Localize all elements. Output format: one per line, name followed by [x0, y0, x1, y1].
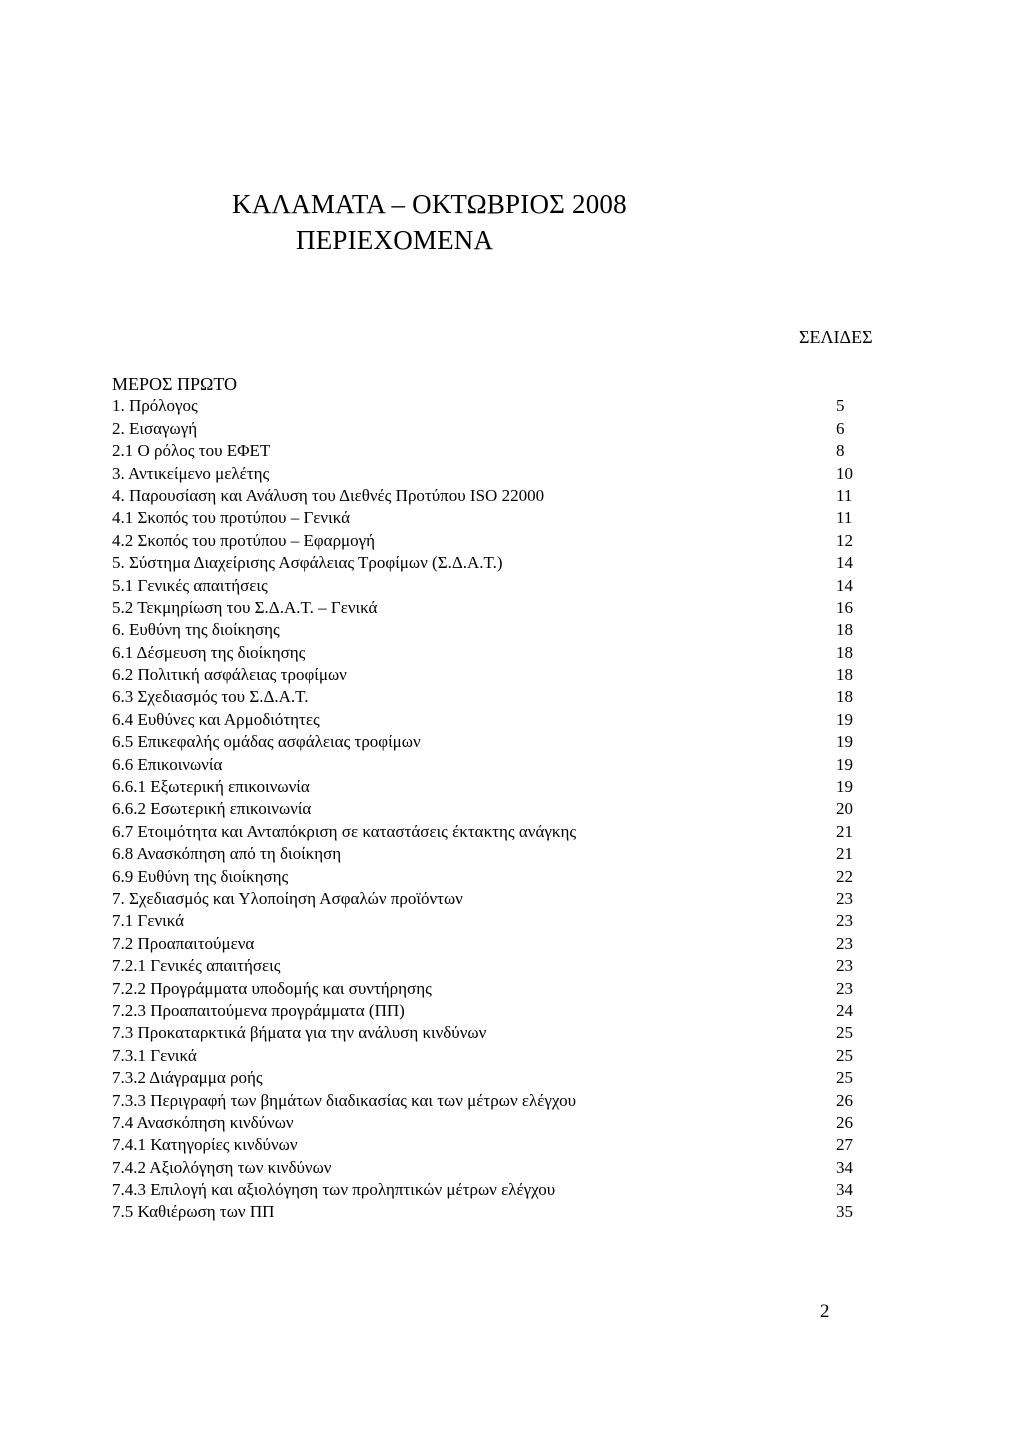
toc-entry-page: 20 [836, 799, 853, 819]
toc-entry-page: 6 [836, 418, 845, 438]
toc-entry-page: 10 [836, 463, 853, 483]
toc-entry-title: 7. Σχεδιασμός και Υλοποίηση Ασφαλών προϊόντων [112, 889, 463, 908]
toc-entry [112, 552, 858, 574]
toc-entry [112, 440, 858, 462]
toc-entry [112, 530, 858, 552]
toc-entry [112, 910, 858, 932]
toc-entry-page: 26 [836, 1112, 853, 1132]
toc-entry-title: 6. Ευθύνη της διοίκησης [112, 620, 280, 640]
toc-entry-page: 23 [836, 978, 853, 998]
toc-entry-page: 11 [836, 485, 853, 505]
toc-entry-page: 25 [836, 1023, 853, 1043]
toc-entry [112, 1000, 858, 1022]
toc-entry-title: 2. Εισαγωγή [112, 418, 198, 438]
toc-entry-page: 23 [836, 889, 853, 908]
toc-entry-title: 6.6 Επικοινωνία [112, 754, 223, 774]
part-title: ΜΕΡΟΣ ΠΡΩΤΟ [112, 374, 238, 394]
toc-entry-title: 6.2 Πολιτική ασφάλειας τροφίμων [112, 665, 347, 685]
toc-entry-page: 25 [836, 1068, 853, 1088]
table-of-contents [112, 373, 858, 1224]
toc-entry-title: 7.2.3 Προαπαιτούμενα προγράμματα (ΠΠ) [112, 1000, 405, 1020]
toc-entry [112, 686, 858, 708]
toc-entry [112, 1201, 858, 1223]
toc-entry [112, 821, 858, 843]
toc-entry-title: 7.3.1 Γενικά [112, 1045, 197, 1065]
toc-entry-title: 7.2.1 Γενικές απαιτήσεις [112, 956, 281, 976]
toc-entry [112, 418, 858, 440]
toc-entry [112, 798, 858, 820]
document-title [232, 184, 792, 260]
toc-entry-page: 23 [836, 911, 853, 931]
toc-entry [112, 1112, 858, 1134]
toc-entry-page: 12 [836, 530, 853, 550]
toc-entry [112, 1090, 858, 1112]
toc-entry [112, 1022, 858, 1044]
toc-entry-page: 18 [836, 642, 853, 662]
toc-entry-title: 6.6.1 Εξωτερική επικοινωνία [112, 777, 310, 797]
toc-entry-page: 21 [836, 821, 853, 841]
toc-entry-page: 14 [836, 575, 853, 595]
toc-entry-title: 7.5 Καθιέρωση των ΠΠ [112, 1202, 275, 1222]
toc-entry [112, 1045, 858, 1067]
toc-entry-page: 19 [836, 754, 853, 774]
toc-entry-page: 35 [836, 1202, 853, 1222]
toc-entry-page: 23 [836, 933, 853, 953]
toc-entry [112, 485, 858, 507]
toc-entry-title: 5.1 Γενικές απαιτήσεις [112, 575, 268, 595]
toc-entry-title: 2.1 Ο ρόλος του ΕΦΕΤ [112, 441, 271, 461]
toc-entry-title: 5.2 Τεκμηρίωση του Σ.Δ.Α.Τ. – Γενικά [112, 597, 378, 617]
toc-entry-title: 7.4 Ανασκόπηση κινδύνων [112, 1112, 294, 1132]
toc-entry [112, 888, 858, 910]
toc-entry-title: 6.3 Σχεδιασμός του Σ.Δ.Α.Τ. [112, 687, 309, 707]
toc-entry-title: 6.8 Ανασκόπηση από τη διοίκηση [112, 844, 342, 864]
toc-entry-page: 18 [836, 687, 853, 707]
toc-entry-title: 6.4 Ευθύνες και Αρμοδιότητες [112, 709, 320, 729]
toc-entry-title: 4.2 Σκοπός του προτύπου – Εφαρμογή [112, 530, 376, 550]
toc-entry [112, 776, 858, 798]
toc-entry-page: 18 [836, 620, 853, 640]
toc-entry-page: 19 [836, 732, 853, 752]
toc-entry [112, 664, 858, 686]
toc-entry-title: 7.4.3 Επιλογή και αξιολόγηση των προληπτικών μέτρων ελέγχου [112, 1180, 556, 1200]
toc-entry [112, 597, 858, 619]
toc-entry-title: 7.2.2 Προγράμματα υποδομής και συντήρησης [112, 978, 432, 998]
toc-entry [112, 933, 858, 955]
toc-entry-page: 18 [836, 665, 853, 685]
toc-entry-list [112, 395, 858, 1223]
toc-entry-title: 6.9 Ευθύνη της διοίκησης [112, 866, 289, 886]
toc-entry-title: 6.5 Επικεφαλής ομάδας ασφάλειας τροφίμων [112, 732, 421, 752]
toc-entry [112, 866, 858, 888]
toc-entry-page: 26 [836, 1090, 853, 1110]
toc-entry-title: 7.3.3 Περιγραφή των βημάτων διαδικασίας και των μέτρων ελέγχου [112, 1090, 576, 1110]
toc-entry-title: 7.4.1 Κατηγορίες κινδύνων [112, 1135, 298, 1155]
toc-entry-title: 7.2 Προαπαιτούμενα [112, 933, 255, 953]
title-location-date: ΚΑΛΑΜΑΤΑ – ΟΚΤΩΒΡΙΟΣ 2008 [232, 189, 627, 219]
toc-entry-title: 7.4.2 Αξιολόγηση των κινδύνων [112, 1157, 332, 1177]
toc-entry-page: 34 [836, 1180, 853, 1200]
toc-entry [112, 955, 858, 977]
toc-entry-page: 8 [836, 441, 845, 461]
toc-entry-page: 24 [836, 1000, 853, 1020]
toc-entry-title: 7.1 Γενικά [112, 911, 185, 931]
toc-entry-title: 4.1 Σκοπός του προτύπου – Γενικά [112, 508, 351, 528]
toc-entry-title: 4. Παρουσίαση και Ανάλυση του Διεθνές Προτύπου ISO 22000 [112, 485, 545, 505]
toc-entry-title: 7.3 Προκαταρκτικά βήματα για την ανάλυση κινδύνων [112, 1023, 487, 1043]
toc-entry [112, 978, 858, 1000]
toc-entry-title: 6.7 Ετοιμότητα και Ανταπόκριση σε καταστάσεις έκτακτης ανάγκης [112, 821, 577, 841]
toc-entry-page: 23 [836, 956, 853, 976]
toc-entry [112, 507, 858, 529]
toc-entry [112, 1134, 858, 1156]
toc-entry [112, 843, 858, 865]
toc-entry [112, 619, 858, 641]
toc-entry-page: 25 [836, 1045, 853, 1065]
toc-entry-page: 27 [836, 1135, 853, 1155]
toc-entry-page: 14 [836, 553, 853, 573]
toc-entry [112, 642, 858, 664]
toc-entry [112, 754, 858, 776]
toc-entry-title: 6.1 Δέσμευση της διοίκησης [112, 642, 306, 662]
toc-entry [112, 731, 858, 753]
toc-entry-page: 34 [836, 1157, 853, 1177]
toc-entry-page: 21 [836, 844, 853, 864]
pages-column-header: ΣΕΛΙΔΕΣ [799, 327, 873, 347]
toc-entry-title: 6.6.2 Εσωτερική επικοινωνία [112, 799, 312, 819]
toc-entry [112, 709, 858, 731]
toc-entry [112, 1067, 858, 1089]
toc-entry-page: 16 [836, 597, 853, 617]
page-number: 2 [820, 1301, 830, 1322]
toc-entry-page: 19 [836, 777, 853, 797]
toc-entry-page: 22 [836, 866, 853, 886]
toc-entry [112, 463, 858, 485]
toc-entry-page: 19 [836, 709, 853, 729]
toc-entry-title: 1. Πρόλογος [112, 396, 198, 416]
toc-entry-title: 5. Σύστημα Διαχείρισης Ασφάλειας Τροφίμων (Σ.Δ.Α.Τ.) [112, 553, 503, 573]
toc-entry-title: 7.3.2 Διάγραμμα ροής [112, 1068, 263, 1088]
toc-entry [112, 1157, 858, 1179]
toc-entry [112, 575, 858, 597]
toc-entry [112, 395, 858, 417]
toc-entry [112, 1179, 858, 1201]
toc-entry-title: 3. Αντικείμενο μελέτης [112, 463, 270, 483]
title-contents: ΠΕΡΙΕΧΟΜΕΝΑ [296, 225, 494, 255]
toc-entry-page: 11 [836, 508, 853, 528]
toc-entry-page: 5 [836, 396, 845, 416]
